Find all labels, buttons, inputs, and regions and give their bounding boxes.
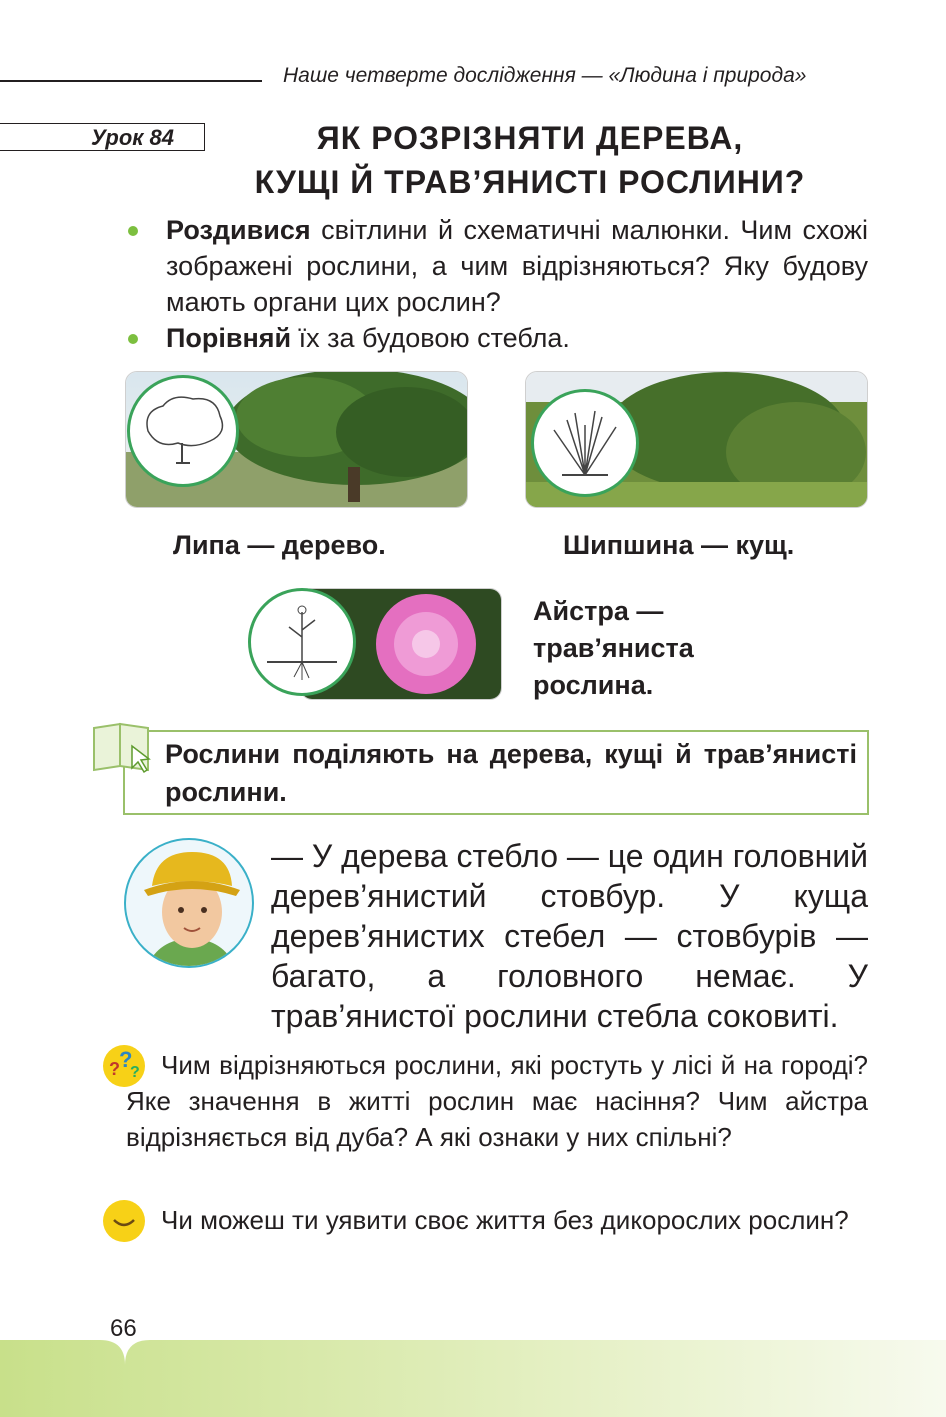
intro-item-2 <box>126 320 868 356</box>
shrub-diagram-circle <box>531 389 639 497</box>
speech-body: — У дерева стебло — це один головний дерев’янистий стовбур. У куща дерев’янистих стебел — стовбурів — багато, а головного немає. У трав’янистої рослини стебла соковиті. <box>271 838 868 1034</box>
tree-caption: Липа — дерево. <box>173 530 386 560</box>
intro-item-1 <box>126 212 868 320</box>
herb-diagram-circle <box>248 588 356 696</box>
question-1: Чим відрізняються рослини, які ростуть у лісі й на городі? Яке значення в житті рослин має насіння? Чим айстра відрізняється від дуба? А які ознаки у них спільні? <box>126 1050 868 1152</box>
page-title <box>150 116 910 204</box>
speech-text <box>126 836 868 1036</box>
intro-item-2-text: їх за будовою стебла. <box>291 323 570 353</box>
lesson-label: Урок 84 <box>0 123 205 151</box>
page-number: 66 <box>110 1315 137 1342</box>
rule-text: Рослини поділяють на дерева, кущі й трав’янисті рослини. <box>165 739 857 807</box>
intro-item-2-bold: Порівняй <box>166 323 292 353</box>
question-2: Чи можеш ти уявити своє життя без дикорослих рослин? <box>161 1205 849 1235</box>
svg-text:?: ? <box>130 1064 140 1081</box>
shrub-caption: Шипшина — кущ. <box>563 530 795 560</box>
shrub-sketch-icon <box>542 405 628 481</box>
intro-item-1-bold: Роздивися <box>166 215 311 245</box>
herb-caption-line-2: трав’яниста <box>533 633 694 663</box>
svg-text:?: ? <box>119 1047 133 1072</box>
intro-item-1-text: світлини й схематичні малюнки. Чим схожі зображені рослини, а чим відрізняються? Яку будову мають органи цих рослин? <box>166 215 868 317</box>
book-pointer-icon <box>92 722 154 774</box>
herb-sketch-icon <box>259 602 345 682</box>
intro-list <box>126 212 868 356</box>
svg-text:?: ? <box>109 1059 120 1079</box>
herb-caption <box>533 593 694 704</box>
herb-caption-line-1: Айстра — <box>533 596 664 626</box>
footer-band <box>0 1340 946 1417</box>
speech-float-spacer <box>126 836 271 1006</box>
title-line-2: КУЩІ Й ТРАВ’ЯНИСТІ РОСЛИНИ? <box>254 164 806 200</box>
title-line-1: ЯК РОЗРІЗНЯТИ ДЕРЕВА, <box>316 120 744 156</box>
header-rule <box>0 80 262 82</box>
tree-sketch-icon <box>138 391 228 471</box>
running-header: Наше четверте дослідження — «Людина і природа» <box>283 64 807 87</box>
herb-caption-line-3: рослина. <box>533 670 654 700</box>
tree-diagram-circle <box>127 375 239 487</box>
